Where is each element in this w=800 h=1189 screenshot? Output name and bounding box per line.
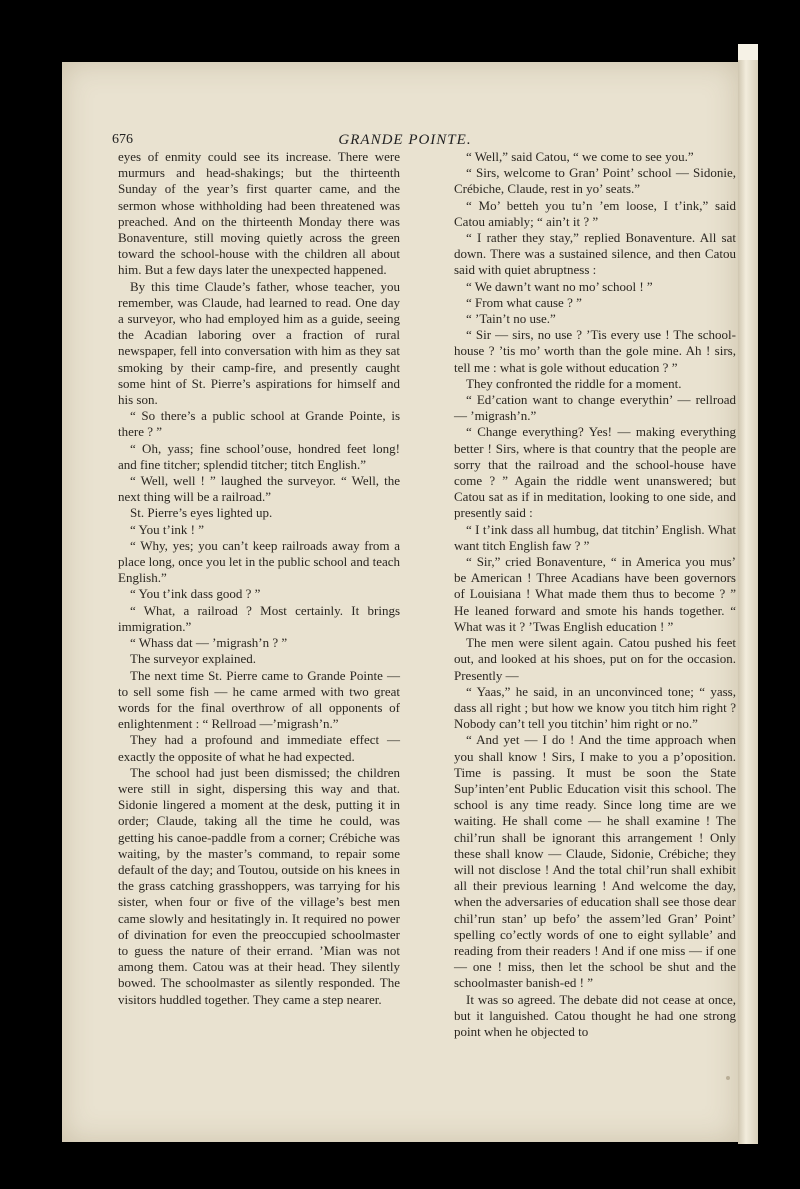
paragraph: “ Oh, yass; fine school’ouse, hondred feet long! and fine titcher; splendid titcher; titch English.” — [118, 440, 400, 472]
paragraph: “ Yaas,” he said, in an unconvinced tone; “ yass, dass all right ; but how we know you titch him right ? Nobody can’t tell you titchin’ him right or no.” — [454, 683, 736, 732]
page-edge-highlight — [738, 44, 758, 60]
page-blemish — [726, 1076, 730, 1080]
paragraph: The surveyor explained. — [130, 651, 256, 667]
paragraph: By this time Claude’s father, whose teacher, you remember, was Claude, had learned to read. One day a surveyor, who had employed him as a guide, seeing the Acadian laboring over a fraction of rural newspaper, fell into conversation with him as they sat smoking by their camp-fire, and presently caught some hint of St. Pierre’s aspirations for himself and his son. — [118, 278, 400, 408]
paragraph: “ What, a railroad ? Most certainly. It brings immigration.” — [118, 602, 400, 634]
paragraph: “ We dawn’t want no mo’ school ! ” — [466, 278, 653, 294]
paragraph: “ I rather they stay,” replied Bonaventure. All sat down. There was a sustained silence, and then Catou said with quiet abruptness : — [454, 230, 736, 278]
paragraph: “ Ed’cation want to change everythin’ — rellroad — ’migrash’n.” — [454, 392, 736, 424]
paragraph: “ Sir — sirs, no use ? ’Tis every use ! The school-house ? ’tis mo’ worth than the gole mine. Ah ! sirs, tell me : what is gole without education ? ” — [454, 327, 736, 375]
paragraph: They confronted the riddle for a moment. — [466, 375, 682, 391]
paragraph: “ Sir,” cried Bonaventure, “ in America you mus’ be American ! Three Acadians have been governors of Louisiana ! What made them thus to become ? ” He leaned forward and smote his hands together. “ What was it ? ’Twas English education ! ” — [454, 554, 736, 634]
right-column — [454, 149, 736, 1040]
paragraph: “ Why, yes; you can’t keep railroads away from a place long, once you let in the public school and teach English.” — [118, 537, 400, 586]
paragraph: “ From what cause ? ” — [466, 294, 582, 310]
paragraph: The men were silent again. Catou pushed his feet out, and looked at his shoes, put on for the occasion. Presently — — [454, 635, 736, 683]
paragraph: “ Mo’ betteh you tu’n ’em loose, I t’ink,” said Catou amiably; “ ain’t it ? ” — [454, 197, 736, 229]
paragraph: It was so agreed. The debate did not cease at once, but it languished. Catou thought he had one strong point when he objected to — [454, 991, 736, 1039]
left-column — [118, 149, 400, 1008]
paragraph: They had a profound and immediate effect — exactly the opposite of what he had expected. — [118, 732, 400, 764]
running-head: GRANDE POINTE. — [338, 132, 472, 148]
paragraph: “ You t’ink ! ” — [130, 521, 205, 537]
paragraph: St. Pierre’s eyes lighted up. — [130, 505, 273, 521]
paragraph: “ Change everything? Yes! — making everything better ! Sirs, where is that country that the people are sorry that the railroad and the school-house have come ? ” Again the riddle went unanswered; but Catou sat as if in meditation, looking to one side, and presently said : — [454, 424, 736, 521]
paragraph: “ And yet — I do ! And the time approach when you shall know ! Sirs, I make to you a p’oposition. Time is passing. It must be soon the State Sup’inten’ent Public Education visit this school. The school is any time ready. Since long time are we waiting. He shall come — he shall examine ! The chil’run shall be ignorant this arrangement ! Only these shall know — Claude, Sidonie, Crébiche; they will not disclose ! And the total chil’run shall exhibit all their previous learning ! And welcome the day, when the adversaries of education shall see those dear chil’run stan’ up befo’ the assem’led Gran’ Point’ spelling co’ectly words of one to eight syllable’ and reading from their readers ! And if one miss — if one — one ! miss, then let the school be shut and the schoolmaster banish-ed ! ” — [454, 732, 736, 991]
paragraph: “ Whass dat — ’migrash’n ? ” — [130, 635, 288, 651]
paragraph: “ Well, well ! ” laughed the surveyor. “ Well, the next thing will be a railroad.” — [118, 473, 400, 505]
paragraph: “ I t’ink dass all humbug, dat titchin’ English. What want titch English faw ? ” — [454, 521, 736, 553]
paragraph: “ You t’ink dass good ? ” — [130, 586, 261, 602]
book-page — [62, 62, 738, 1142]
paragraph: The school had just been dismissed; the children were still in sight, dispersing this way and that. Sidonie lingered a moment at the desk, putting it in order; Claude, taking all the time he could, was getting his canoe-paddle from a corner; Crébiche was waiting, by the master’s command, to repair some default of the day; and Toutou, outside on his knees in the grass catching grasshoppers, was tarrying for his sister, when four or five of the village’s best men came slowly and hesitatingly in. It required no power of divination for even the preoccupied schoolmaster to guess the nature of their errand. ’Mian was not among them. Catou was at their head. They silently bowed. The schoolmaster as silently responded. The visitors huddled together. They came a step nearer. — [118, 764, 400, 1007]
page-number: 676 — [112, 132, 133, 147]
paragraph: “ Well,” said Catou, “ we come to see you.” — [466, 149, 694, 164]
paragraph: “ ’Tain’t no use.” — [466, 311, 556, 327]
paragraph: “ Sirs, welcome to Gran’ Point’ school — Sidonie, Crébiche, Claude, rest in yo’ seats.” — [454, 165, 736, 197]
paragraph: The next time St. Pierre came to Grande Pointe — to sell some fish — he came armed with two great words for the final overthrow of all opponents of enlightenment : “ Rellroad —’migrash’n.” — [118, 667, 400, 732]
paragraph: “ So there’s a public school at Grande Pointe, is there ? ” — [118, 408, 400, 440]
paragraph: eyes of enmity could see its increase. There were murmurs and head-shakings; but the thirteenth Sunday of the year’s first quarter came, and the sermon whose withholding had been threatened was preached. And on the thirteenth Monday there was Bonaventure, still moving quietly across the green toward the school-house with the children all about him. But a few days later the unexpected happened. — [118, 149, 400, 278]
page-edge — [738, 44, 758, 1144]
